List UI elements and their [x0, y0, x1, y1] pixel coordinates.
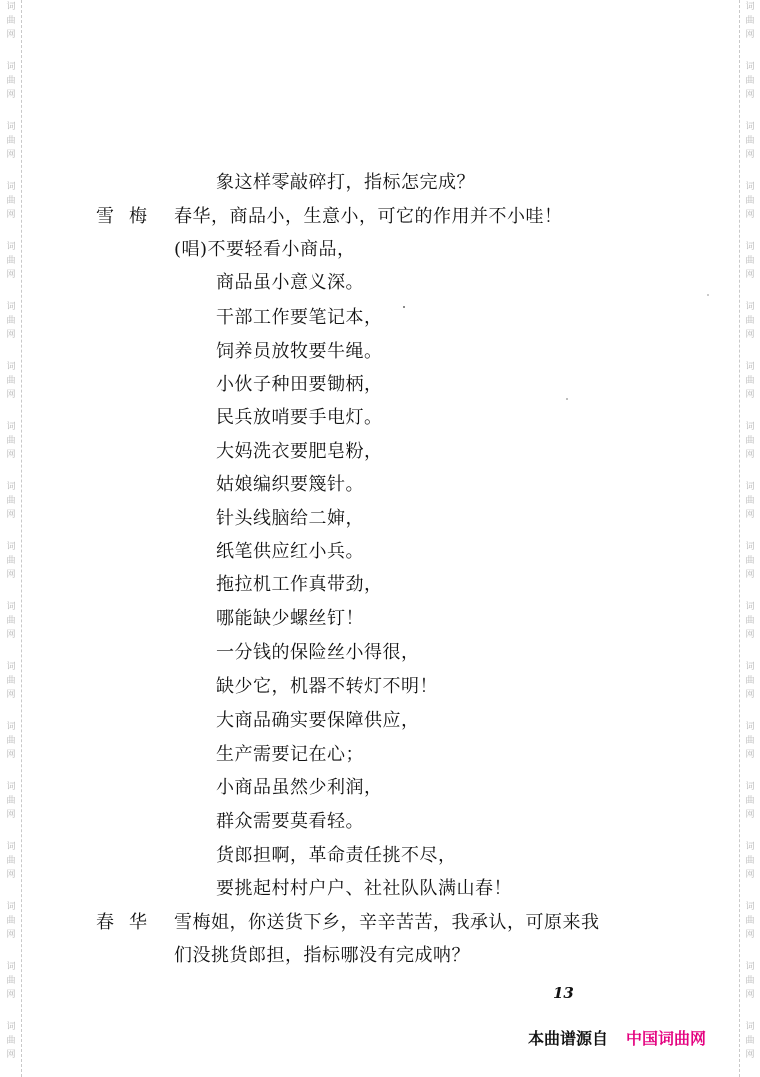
script-line: 干部工作要笔记本， [216, 307, 383, 328]
left-watermark-column [2, 0, 20, 1077]
script-line: 缺少它，机器不转灯不明！ [216, 676, 438, 697]
script-line: 商品虽小意义深。 [216, 272, 364, 293]
watermark-text: 词 曲 网 [6, 122, 16, 160]
script-line: 小商品虽然少利润， [216, 777, 383, 798]
watermark-text: 词 曲 网 [6, 962, 16, 1000]
watermark-text: 词 曲 网 [745, 2, 755, 40]
script-line: 要挑起村村户户、社社队队满山春！ [216, 878, 512, 899]
watermark-text: 词 曲 网 [6, 782, 16, 820]
watermark-text: 词 曲 网 [745, 362, 755, 400]
script-line: 哪能缺少螺丝钉！ [216, 608, 364, 629]
watermark-text: 词 曲 网 [6, 2, 16, 40]
speaker-name: 雪梅 [96, 206, 162, 227]
left-margin-guide [21, 0, 22, 1077]
watermark-text: 词 曲 网 [6, 62, 16, 100]
watermark-text: 词 曲 网 [745, 602, 755, 640]
scan-speck [566, 398, 568, 400]
watermark-text: 词 曲 网 [745, 962, 755, 1000]
watermark-text: 词 曲 网 [6, 182, 16, 220]
watermark-text: 词 曲 网 [745, 542, 755, 580]
watermark-text: 词 曲 网 [745, 662, 755, 700]
script-line: 民兵放哨要手电灯。 [216, 407, 383, 428]
watermark-text: 词 曲 网 [745, 722, 755, 760]
script-line: 针头线脑给二婶， [216, 508, 364, 529]
watermark-text: 词 曲 网 [745, 122, 755, 160]
watermark-text: 词 曲 网 [6, 422, 16, 460]
watermark-text: 词 曲 网 [6, 662, 16, 700]
watermark-text: 词 曲 网 [6, 842, 16, 880]
watermark-text: 词 曲 网 [6, 482, 16, 520]
script-line: 大妈洗衣要肥皂粉， [216, 441, 383, 462]
source-prefix: 本曲谱源自 [528, 1029, 609, 1048]
script-line: 货郎担啊，革命责任挑不尽， [216, 845, 457, 866]
watermark-text: 词 曲 网 [6, 242, 16, 280]
speaker-name: 春华 [96, 912, 162, 933]
script-line: 饲养员放牧要牛绳。 [216, 341, 383, 362]
right-margin-guide [739, 0, 740, 1077]
script-line: 拖拉机工作真带劲， [216, 574, 383, 595]
watermark-text: 词 曲 网 [745, 1022, 755, 1060]
script-line: 象这样零敲碎打，指标怎完成？ [216, 172, 475, 193]
watermark-text: 词 曲 网 [745, 182, 755, 220]
watermark-text: 词 曲 网 [745, 902, 755, 940]
script-line: 春华，商品小，生意小，可它的作用并不小哇！ [174, 206, 563, 227]
watermark-text: 词 曲 网 [6, 1022, 16, 1060]
watermark-text: 词 曲 网 [745, 242, 755, 280]
watermark-text: 词 曲 网 [745, 782, 755, 820]
watermark-text: 词 曲 网 [6, 902, 16, 940]
watermark-text: 词 曲 网 [745, 62, 755, 100]
script-line: 姑娘编织要篾针。 [216, 474, 364, 495]
source-attribution [528, 1028, 706, 1050]
watermark-text: 词 曲 网 [745, 302, 755, 340]
watermark-text: 词 曲 网 [745, 842, 755, 880]
script-line: 生产需要记在心； [216, 744, 364, 765]
watermark-text: 词 曲 网 [6, 722, 16, 760]
watermark-text: 词 曲 网 [6, 362, 16, 400]
script-line: 雪梅姐，你送货下乡，辛辛苦苦，我承认，可原来我 [174, 912, 600, 933]
right-watermark-column [741, 0, 759, 1077]
watermark-text: 词 曲 网 [745, 482, 755, 520]
script-line: 们没挑货郎担，指标哪没有完成呐？ [174, 945, 470, 966]
watermark-text: 词 曲 网 [745, 422, 755, 460]
watermark-text: 词 曲 网 [6, 602, 16, 640]
source-site-link[interactable]: 中国词曲网 [626, 1029, 707, 1048]
scan-speck [403, 306, 405, 308]
page-number: 13 [553, 984, 574, 1002]
script-line: 群众需要莫看轻。 [216, 811, 364, 832]
watermark-text: 词 曲 网 [6, 302, 16, 340]
watermark-text: 词 曲 网 [6, 542, 16, 580]
script-line: 小伙子种田要锄柄， [216, 374, 383, 395]
script-line: 大商品确实要保障供应， [216, 710, 420, 731]
script-line: 一分钱的保险丝小得很， [216, 642, 420, 663]
script-line: 纸笔供应红小兵。 [216, 541, 364, 562]
scan-speck [707, 294, 709, 296]
script-line: (唱)不要轻看小商品， [174, 239, 356, 260]
